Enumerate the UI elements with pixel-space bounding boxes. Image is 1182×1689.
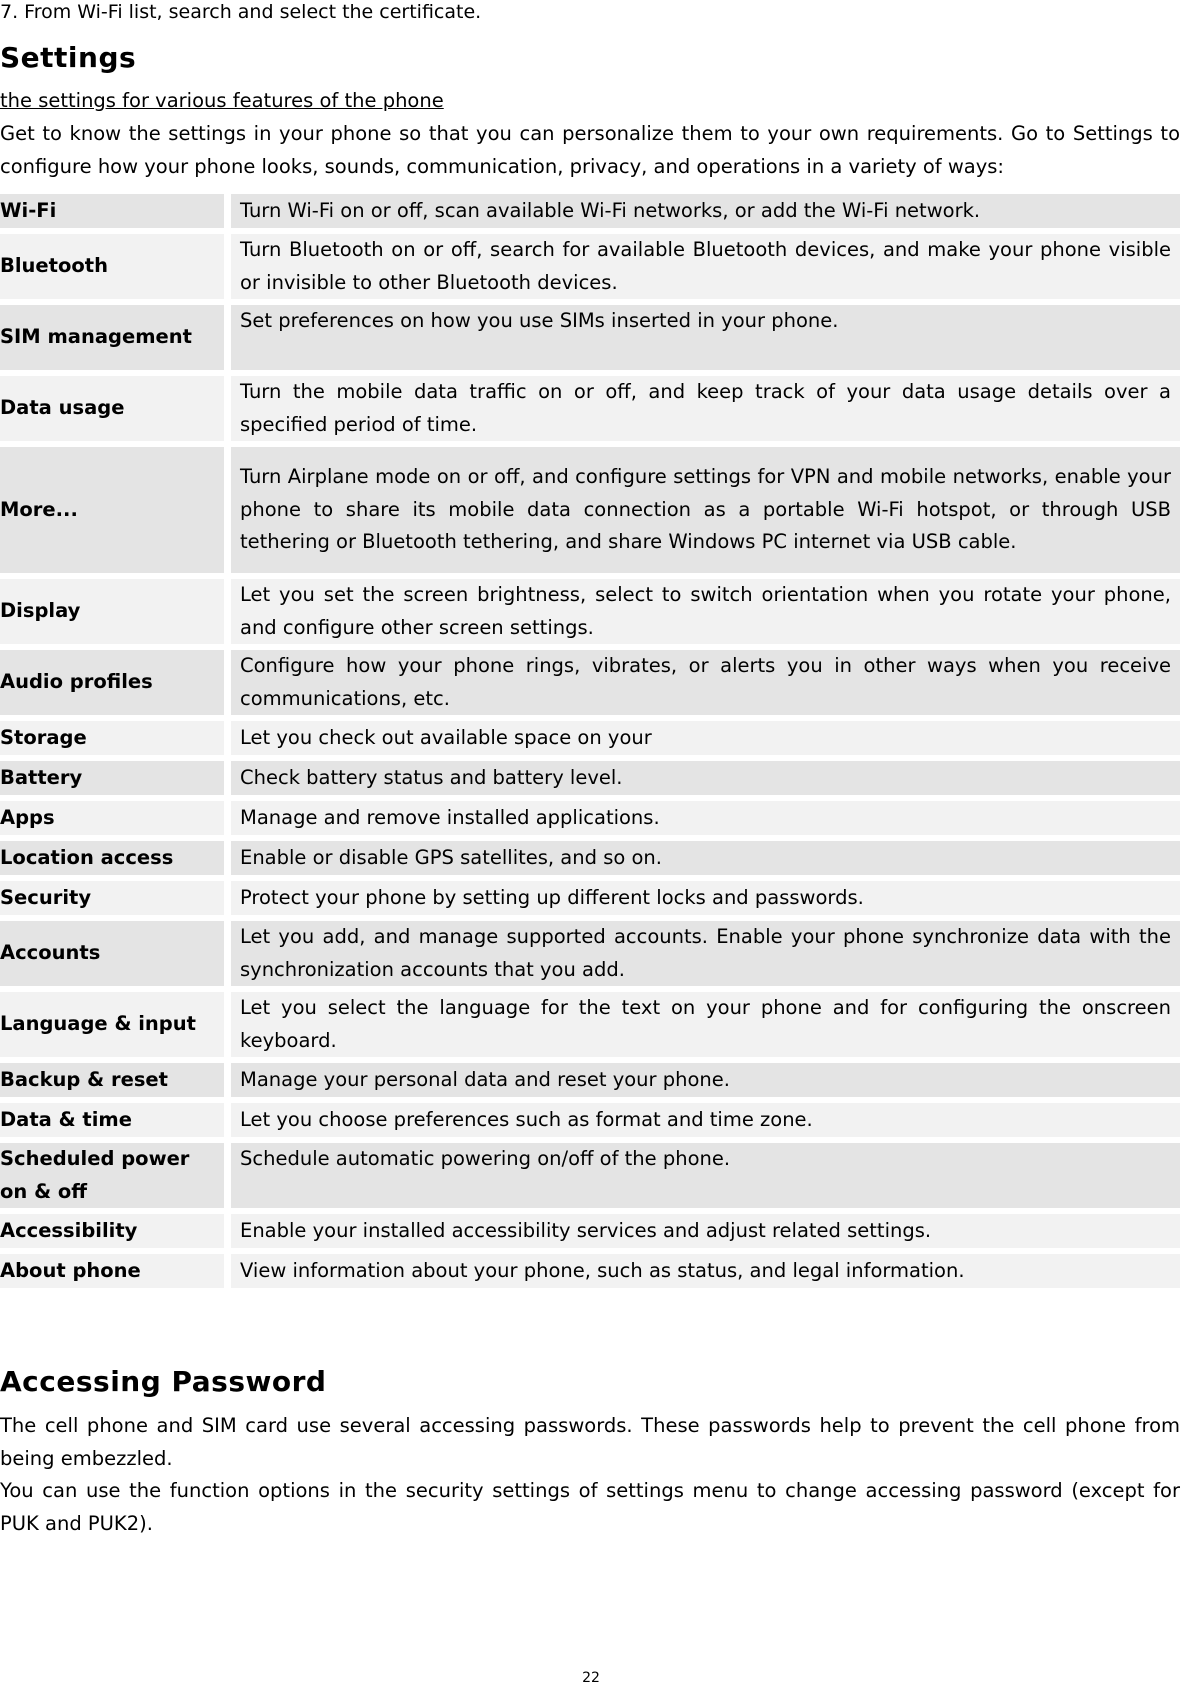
table-row [0, 1254, 1180, 1288]
setting-name: Data usage [0, 376, 224, 441]
table-row [0, 992, 1180, 1057]
setting-name: Security [0, 881, 224, 915]
intro-step: 7. From Wi-Fi list, search and select the certificate. [0, 1, 482, 23]
setting-description: Schedule automatic powering on/off of the phone. [231, 1143, 1180, 1208]
table-row [0, 1063, 1180, 1097]
setting-description: Turn Airplane mode on or off, and configure settings for VPN and mobile networks, enable your phone to share its mobile data connection as a portable Wi-Fi hotspot, or through USB tethering or Bluetooth tethering, and share Windows PC internet via USB cable. [231, 447, 1180, 573]
settings-heading: Settings [0, 41, 137, 74]
settings-table [0, 188, 1180, 1294]
setting-description: View information about your phone, such as status, and legal information. [231, 1254, 1180, 1288]
table-row [0, 579, 1180, 644]
table-row [0, 761, 1180, 795]
settings-subtitle: the settings for various features of the phone [0, 89, 444, 112]
table-row [0, 447, 1180, 573]
table-row [0, 841, 1180, 875]
setting-name: Wi-Fi [0, 194, 224, 228]
table-row [0, 881, 1180, 915]
settings-intro: Get to know the settings in your phone so that you can personalize them to your own requirements. Go to Settings to configure how your phone looks, sounds, communication, privacy, and operations in a variety of ways: [0, 122, 1180, 178]
setting-description: Configure how your phone rings, vibrates, or alerts you in other ways when you receive communications, etc. [231, 650, 1180, 715]
setting-name: Accounts [0, 921, 224, 986]
setting-description: Enable or disable GPS satellites, and so on. [231, 841, 1180, 875]
setting-description: Let you set the screen brightness, select to switch orientation when you rotate your phone, and configure other screen settings. [231, 579, 1180, 644]
table-row [0, 1214, 1180, 1248]
setting-name: SIM management [0, 305, 224, 370]
setting-description: Let you select the language for the text on your phone and for configuring the onscreen keyboard. [231, 992, 1180, 1057]
setting-description: Let you add, and manage supported accounts. Enable your phone synchronize data with the synchronization accounts that you add. [231, 921, 1180, 986]
setting-description: Let you check out available space on your [231, 721, 1180, 755]
table-row [0, 650, 1180, 715]
table-row [0, 801, 1180, 835]
password-paragraph-2: You can use the function options in the security settings of settings menu to change accessing password (except for PUK and PUK2). [0, 1479, 1180, 1535]
setting-name: About phone [0, 1254, 224, 1288]
setting-description: Turn Wi-Fi on or off, scan available Wi-Fi networks, or add the Wi-Fi network. [231, 194, 1180, 228]
page-number: 22 [582, 1670, 600, 1686]
table-row [0, 921, 1180, 986]
setting-name: Audio profiles [0, 650, 224, 715]
setting-name: Battery [0, 761, 224, 795]
setting-name: Storage [0, 721, 224, 755]
setting-description: Check battery status and battery level. [231, 761, 1180, 795]
table-row [0, 1103, 1180, 1137]
table-row [0, 234, 1180, 299]
setting-description: Enable your installed accessibility services and adjust related settings. [231, 1214, 1180, 1248]
setting-name: Data & time [0, 1103, 224, 1137]
setting-description: Turn the mobile data traffic on or off, and keep track of your data usage details over a specified period of time. [231, 376, 1180, 441]
setting-name: Accessibility [0, 1214, 224, 1248]
setting-name: Apps [0, 801, 224, 835]
setting-description: Let you choose preferences such as format and time zone. [231, 1103, 1180, 1137]
table-row [0, 376, 1180, 441]
setting-name: Backup & reset [0, 1063, 224, 1097]
setting-name [0, 992, 224, 1057]
table-row [0, 1143, 1180, 1208]
setting-description: Protect your phone by setting up different locks and passwords. [231, 881, 1180, 915]
password-paragraph-1: The cell phone and SIM card use several accessing passwords. These passwords help to prevent the cell phone from being embezzled. [0, 1414, 1180, 1470]
setting-name: Bluetooth [0, 234, 224, 299]
setting-description: Manage your personal data and reset your phone. [231, 1063, 1180, 1097]
password-heading: Accessing Password [0, 1365, 327, 1398]
setting-description: Manage and remove installed applications. [231, 801, 1180, 835]
setting-name: Display [0, 579, 224, 644]
setting-name: Scheduled power on & off [0, 1143, 224, 1208]
table-row [0, 721, 1180, 755]
table-row [0, 194, 1180, 228]
setting-name: Location access [0, 841, 224, 875]
setting-name: More... [0, 447, 224, 573]
setting-description: Turn Bluetooth on or off, search for available Bluetooth devices, and make your phone visible or invisible to other Bluetooth devices. [231, 234, 1180, 299]
table-row [0, 305, 1180, 370]
setting-description: Set preferences on how you use SIMs inserted in your phone. [231, 305, 1180, 370]
setting-name-text: Language & input [0, 1012, 196, 1036]
